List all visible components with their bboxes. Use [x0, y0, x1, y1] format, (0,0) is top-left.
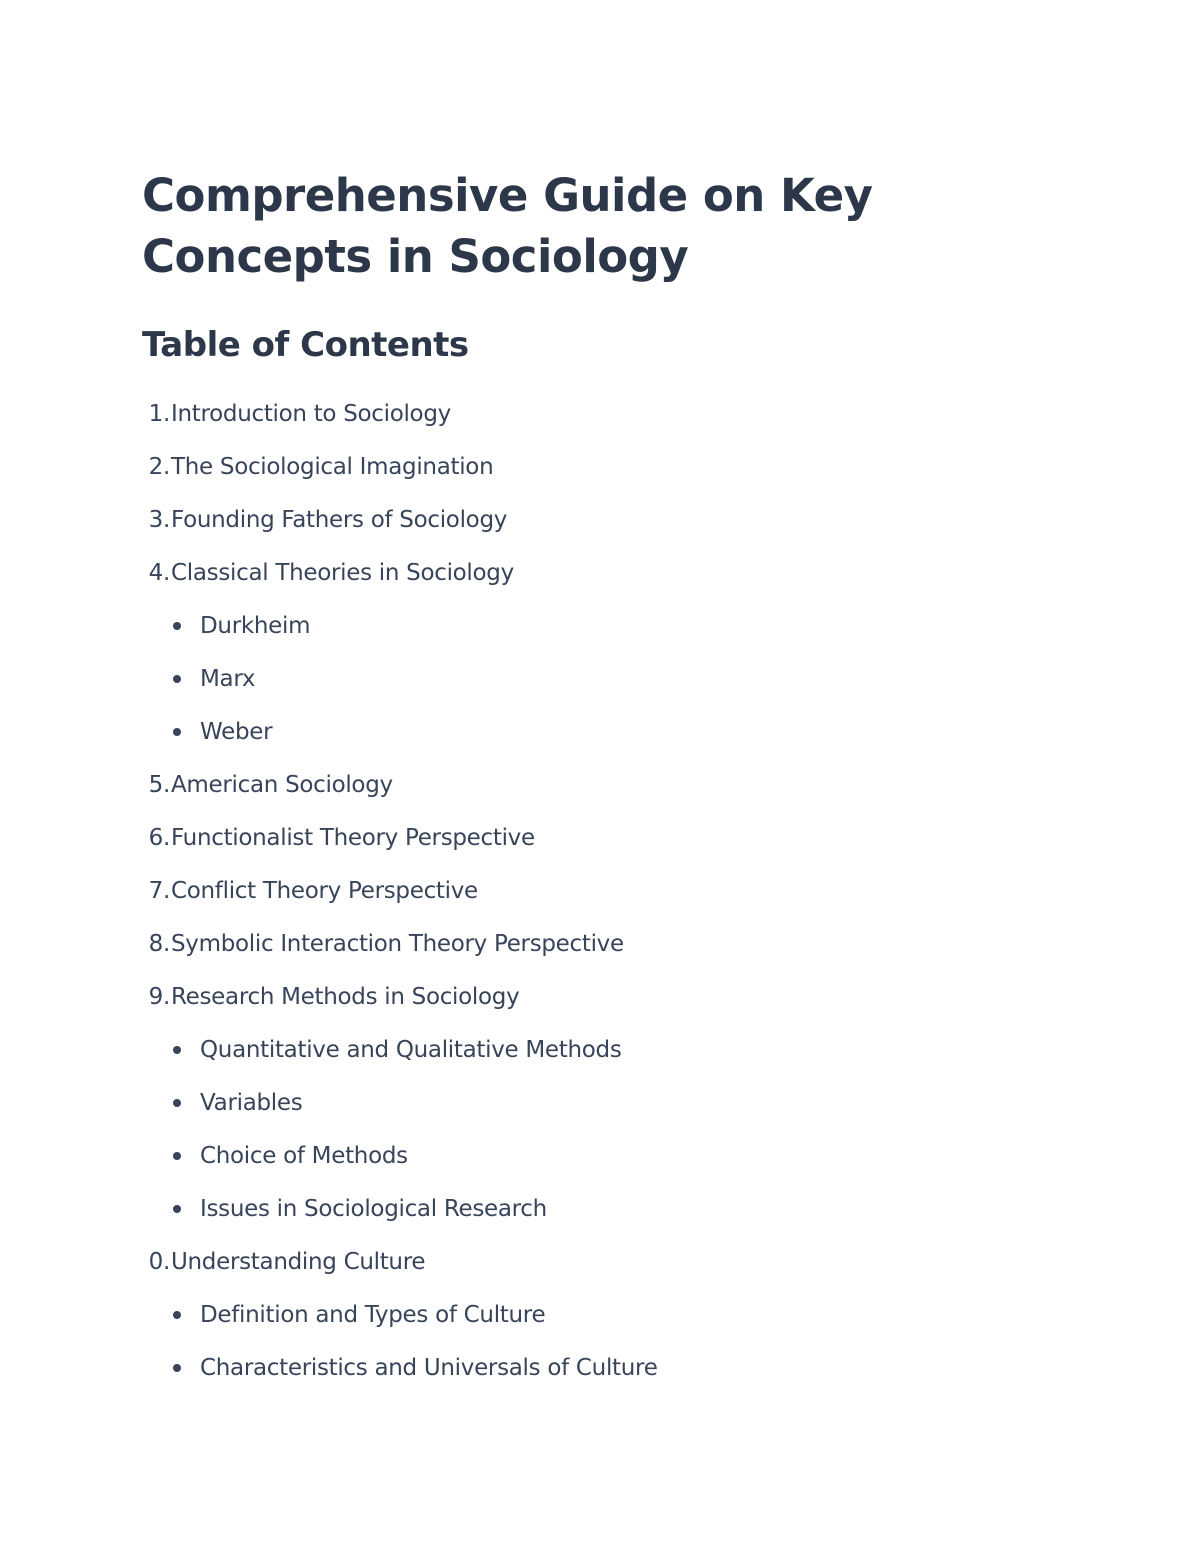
- toc-item-founding-fathers: [142, 502, 1082, 555]
- toc-subitem-research-issues: [142, 1191, 1082, 1244]
- toc-item-label: American Sociology: [171, 772, 393, 798]
- toc-item-number: 3.: [148, 507, 170, 533]
- bullet-dot-icon: [173, 622, 181, 630]
- toc-item-classical-theories: [142, 555, 1082, 608]
- bullet-dot-icon: [173, 1046, 181, 1054]
- toc-heading: Table of Contents: [142, 325, 469, 365]
- toc-subitem-quant-qual-methods: [142, 1032, 1082, 1085]
- toc-item-number: 2.: [148, 454, 170, 480]
- toc-item-label: Conflict Theory Perspective: [171, 878, 478, 904]
- table-of-contents: [142, 396, 1082, 1403]
- toc-item-label: Introduction to Sociology: [171, 401, 451, 427]
- toc-item-number: 7.: [148, 878, 170, 904]
- toc-subitem-label: Weber: [200, 719, 273, 745]
- bullet-dot-icon: [173, 1152, 181, 1160]
- toc-item-number: 1.: [148, 401, 170, 427]
- toc-item-label: Classical Theories in Sociology: [171, 560, 514, 586]
- document-title: Comprehensive Guide on Key Concepts in Sociology: [142, 169, 873, 283]
- toc-item-label: Symbolic Interaction Theory Perspective: [171, 931, 624, 957]
- toc-item-number: 8.: [148, 931, 170, 957]
- bullet-dot-icon: [173, 1311, 181, 1319]
- toc-item-number: 4.: [148, 560, 170, 586]
- toc-subitem-weber: [142, 714, 1082, 767]
- toc-subitem-choice-of-methods: [142, 1138, 1082, 1191]
- toc-item-number: 5.: [148, 772, 170, 798]
- bullet-dot-icon: [173, 1099, 181, 1107]
- toc-item-understanding-culture: [142, 1244, 1082, 1297]
- toc-subitem-variables: [142, 1085, 1082, 1138]
- toc-item-conflict-theory: [142, 873, 1082, 926]
- toc-item-number: 0.: [148, 1249, 170, 1275]
- toc-subitem-marx: [142, 661, 1082, 714]
- toc-subitem-label: Quantitative and Qualitative Methods: [200, 1037, 622, 1063]
- toc-item-symbolic-interaction: [142, 926, 1082, 979]
- toc-subitem-durkheim: [142, 608, 1082, 661]
- bullet-dot-icon: [173, 1205, 181, 1213]
- toc-item-label: The Sociological Imagination: [171, 454, 494, 480]
- toc-subitem-label: Choice of Methods: [200, 1143, 408, 1169]
- toc-item-label: Founding Fathers of Sociology: [171, 507, 508, 533]
- toc-item-functionalist-theory: [142, 820, 1082, 873]
- toc-item-number: 9.: [148, 984, 170, 1010]
- bullet-dot-icon: [173, 675, 181, 683]
- toc-subitem-culture-characteristics: [142, 1350, 1082, 1403]
- toc-subitem-label: Characteristics and Universals of Culture: [200, 1355, 658, 1381]
- toc-subitem-label: Definition and Types of Culture: [200, 1302, 546, 1328]
- toc-item-research-methods: [142, 979, 1082, 1032]
- toc-subitem-label: Durkheim: [200, 613, 311, 639]
- toc-subitem-culture-definition: [142, 1297, 1082, 1350]
- toc-item-number: 6.: [148, 825, 170, 851]
- document-page: [142, 165, 1082, 1403]
- toc-item-label: Research Methods in Sociology: [171, 984, 520, 1010]
- toc-subitem-label: Marx: [200, 666, 256, 692]
- toc-item-label: Functionalist Theory Perspective: [171, 825, 535, 851]
- toc-item-introduction: [142, 396, 1082, 449]
- toc-item-label: Understanding Culture: [171, 1249, 426, 1275]
- toc-item-american-sociology: [142, 767, 1082, 820]
- bullet-dot-icon: [173, 728, 181, 736]
- toc-item-sociological-imagination: [142, 449, 1082, 502]
- bullet-dot-icon: [173, 1364, 181, 1372]
- toc-subitem-label: Variables: [200, 1090, 303, 1116]
- toc-subitem-label: Issues in Sociological Research: [200, 1196, 547, 1222]
